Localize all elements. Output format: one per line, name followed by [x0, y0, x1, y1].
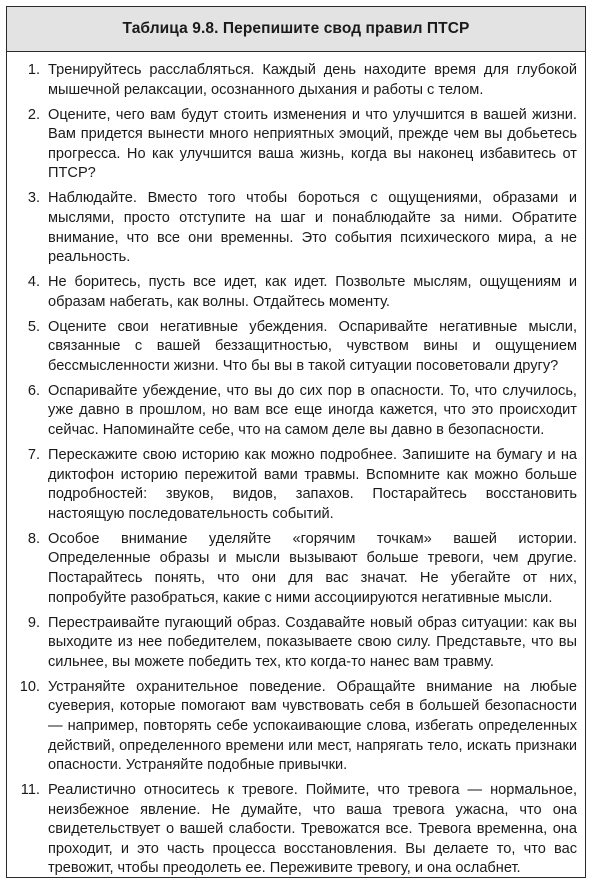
rule-item: [7, 781, 577, 879]
table-title: Таблица 9.8. Перепишите свод правил ПТСР: [7, 7, 585, 52]
rule-number: 10.: [19, 678, 40, 695]
rule-item: [7, 614, 577, 673]
rule-item: [7, 530, 577, 608]
rule-number: 1.: [27, 62, 40, 78]
rule-text: Особое внимание уделяйте «горячим точкам» вашей истории. Определенные образы и мысли вызывают больше тревоги, чем другие. Постарайтесь понять, что они для вас значат. Не убегайте от них, попробуйте разобраться, какие с ними ассоциируются негативные мысли.: [48, 530, 577, 606]
rules-table: [6, 6, 586, 878]
rule-number: 8.: [27, 530, 40, 547]
rule-item: [7, 382, 577, 441]
rule-number: 7.: [27, 447, 40, 464]
rule-item: [7, 61, 577, 100]
rule-number: 4.: [27, 274, 40, 291]
rules-list: [7, 52, 585, 879]
rule-number: 3.: [27, 190, 40, 207]
rule-text: Оцените свои негативные убеждения. Оспаривайте негативные мысли, связанные с вашей беззащитностью, чувством вины и ощущением бессмысленности жизни. Что бы вы в такой ситуации посоветовали другу?: [48, 318, 577, 374]
rule-item: [7, 273, 577, 312]
rule-number: 9.: [27, 614, 40, 631]
rule-text: Перескажите свою историю как можно подробнее. Запишите на бумагу и на диктофон историю пережитой вами травмы. Вспомните как можно больше подробностей: звуков, видов, запахов. Постарайтесь восстановить настоящую последовательность событий.: [48, 447, 577, 522]
rule-text: Реалистично относитесь к тревоге. Поймите, что тревога — нормальное, неизбежное явление. Не думайте, что ваша тревога ужасна, что она свидетельствует о вашей слабости. Тревожатся все. Тревога временна, она проходит, и это часть процесса восстановления. Вы делаете то, что вас тревожит, чтобы преодолеть ее. Переживите тревогу, и она ослабнет.: [48, 782, 577, 877]
rule-number: 5.: [27, 318, 40, 335]
rule-text: Оспаривайте убеждение, что вы до сих пор в опасности. То, что случилось, уже давно в прошлом, но вам все еще иногда кажется, что это происходит сейчас. Напоминайте себе, что на самом деле вы давно в безопасности.: [48, 382, 577, 439]
rule-item: [7, 189, 577, 267]
rule-item: [7, 318, 577, 377]
rule-item: [7, 106, 577, 184]
rule-text: Перестраивайте пугающий образ. Создавайте новый образ ситуации: как вы выходите из нее победителем, показываете свою силу. Представьте, что вы сильнее, вы можете победить тех, кто когда-то нанес вам травму.: [48, 614, 577, 670]
rule-number: 6.: [27, 382, 40, 399]
rule-text: Оцените, чего вам будут стоить изменения и что улучшится в вашей жизни. Вам придется вынести много неприятных эмоций, прежде чем вы добьетесь прогресса. Но как улучшится ваша жизнь, когда вы наконец избавитесь от ПТСР?: [48, 106, 577, 182]
rule-item: [7, 446, 577, 524]
rule-text: Не боритесь, пусть все идет, как идет. Позвольте мыслям, ощущениям и образам набегать, как волны. Отдайтесь моменту.: [48, 274, 577, 310]
rule-number: 2.: [27, 106, 40, 123]
rule-item: [7, 678, 577, 776]
rule-text: Тренируйтесь расслабляться. Каждый день находите время для глубокой мышечной релаксации, осознанного дыхания и работы с телом.: [48, 62, 577, 98]
rule-text: Наблюдайте. Вместо того чтобы бороться с ощущениями, образами и мыслями, просто отступите на шаг и понаблюдайте за ними. Обратите внимание, что все они временны. Это события психического мира, а не реальность.: [48, 190, 577, 266]
rule-number: 11.: [20, 782, 40, 799]
rule-text: Устраняйте охранительное поведение. Обращайте внимание на любые суеверия, которые помогают вам чувствовать себя в большей безопасности — например, повторять себе успокаивающие слова, избегать определенных действий, определенного времени или мест, напрягать тело, искать признаки опасности. Устраняйте подобные привычки.: [48, 678, 577, 774]
